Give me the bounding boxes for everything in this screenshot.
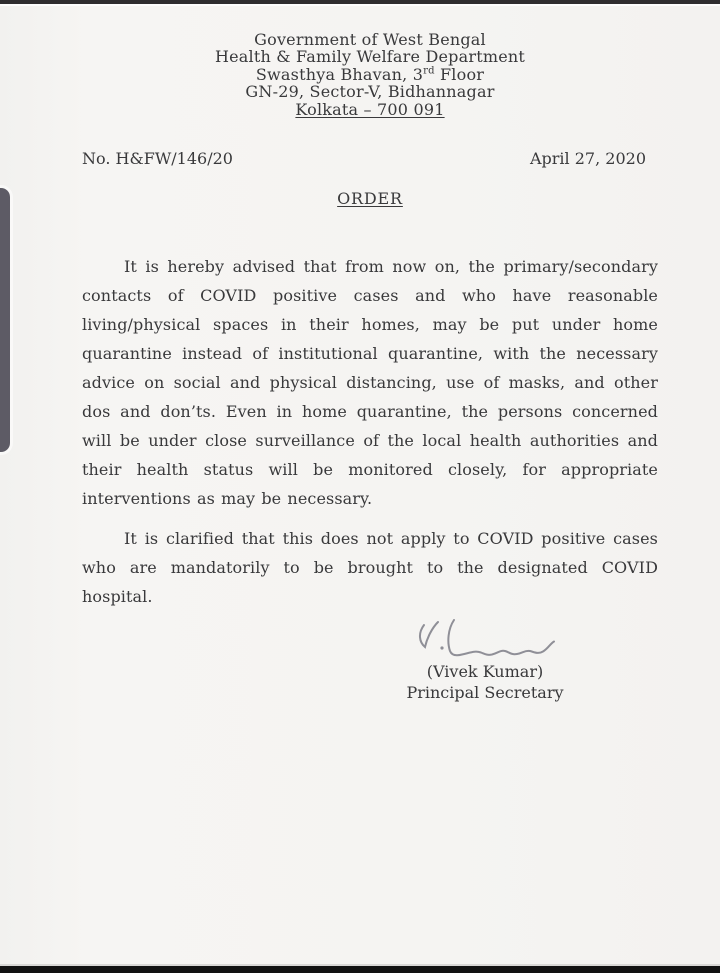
scan-bottom-edge [0, 964, 720, 973]
order-date: April 27, 2020 [529, 149, 646, 169]
signature-block [360, 617, 610, 703]
building-pre: Swasthya Bhavan, 3 [255, 64, 424, 84]
signatory-title: Principal Secretary [406, 683, 564, 703]
signature-ink-icon [412, 617, 562, 663]
reference-number: No. H&FW/146/20 [82, 149, 233, 169]
city-line: Kolkata – 700 091 [295, 99, 445, 119]
department-name: Health & Family Welfare Department [214, 47, 526, 67]
reference-and-date-row [82, 149, 658, 168]
order-paragraph-1: It is hereby advised that from now on, the primary/secondary contacts of COVID positive cases and who have reasonable living/physical spaces in their homes, may be put under home quarantine instead of institutional quarantine, with the necessary advice on social and physical distancing, use of masks, and other dos and don’ts. Even in home quarantine, the persons concerned will be under close surveillance of the local health authorities and their health status will be monitored closely, for appropriate interventions as may be necessary. [82, 257, 658, 509]
letterhead [82, 31, 658, 118]
street-line: GN-29, Sector-V, Bidhannagar [245, 82, 495, 102]
order-title: ORDER [337, 189, 403, 209]
order-paragraph-2: It is clarified that this does not apply to COVID positive cases who are mandatorily to be brought to the designated COVID hospital. [82, 529, 658, 607]
building-line [82, 66, 658, 83]
building-ordinal-suffix: rd [423, 65, 435, 77]
org-name: Government of West Bengal [254, 30, 486, 49]
building-post: Floor [434, 64, 485, 84]
signatory-name: (Vivek Kumar) [426, 662, 544, 682]
